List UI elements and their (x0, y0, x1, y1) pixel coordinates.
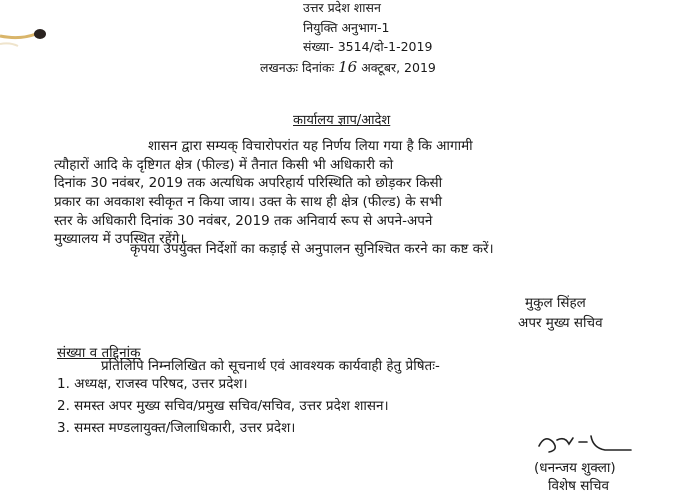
signatory2-name: (धनन्जय शुक्ला) (534, 460, 616, 476)
header-gov-name: उत्तर प्रदेश शासन (303, 0, 381, 15)
copy-heading: संख्या व तद्दिनांक (57, 345, 141, 361)
para1-line-6: मुख्यालय में उपस्थित रहेंगे। (54, 231, 185, 247)
copy-item-2: 2. समस्त अपर मुख्य सचिव/प्रमुख सचिव/सचिव, उत्तर प्रदेश शासन। (57, 398, 389, 414)
date-prefix: लखनऊः दिनांकः (260, 60, 335, 75)
para1-line-4: प्रकार का अवकाश स्वीकृत न किया जाय। उक्त के साथ ही क्षेत्र (फील्ड) के सभी (54, 194, 442, 210)
signatory1-designation: अपर मुख्य सचिव (518, 315, 603, 331)
signatory1-name: मुकुल सिंहल (525, 295, 586, 311)
para2: कृपया उपर्युक्त निर्देशों का कड़ाई से अनुपालन सुनिश्चित करने का कष्ट करें। (130, 241, 494, 257)
copy-intro: प्रतिलिपि निम्नलिखित को सूचनार्थ एवं आवश्यक कार्यवाही हेतु प्रेषितः- (101, 358, 440, 374)
para1-line-1: शासन द्वारा सम्यक् विचारोपरांत यह निर्णय लिया गया है कि आगामी (148, 138, 473, 154)
para1-line-3: दिनांक 30 नवंबर, 2019 तक अत्यधिक अपरिहार्य परिस्थिति को छोड़कर किसी (54, 175, 443, 191)
memo-title: कार्यालय ज्ञाप/आदेश (293, 113, 391, 128)
para1-line-5: स्तर के अधिकारी दिनांक 30 नवंबर, 2019 तक अनिवार्य रूप से अपने-अपने (54, 213, 433, 229)
signature-scribble-icon (535, 432, 645, 456)
header-section: नियुक्ति अनुभाग-1 (303, 20, 390, 35)
signatory2-designation: विशेष सचिव (548, 478, 609, 494)
header-date-line (260, 59, 436, 76)
para1-line-2: त्यौहारों आदि के दृष्टिगत क्षेत्र (फील्ड) में तैनात किसी भी अधिकारी को (54, 157, 394, 173)
pin-mark-icon (0, 22, 60, 52)
header-number: संख्या- 3514/दो-1-2019 (303, 39, 433, 54)
date-suffix: अक्टूबर, 2019 (361, 60, 436, 75)
copy-item-3: 3. समस्त मण्डलायुक्त/जिलाधिकारी, उत्तर प्रदेश। (57, 420, 296, 436)
date-day: 16 (338, 58, 358, 76)
copy-item-1: 1. अध्यक्ष, राजस्व परिषद, उत्तर प्रदेश। (57, 376, 248, 392)
